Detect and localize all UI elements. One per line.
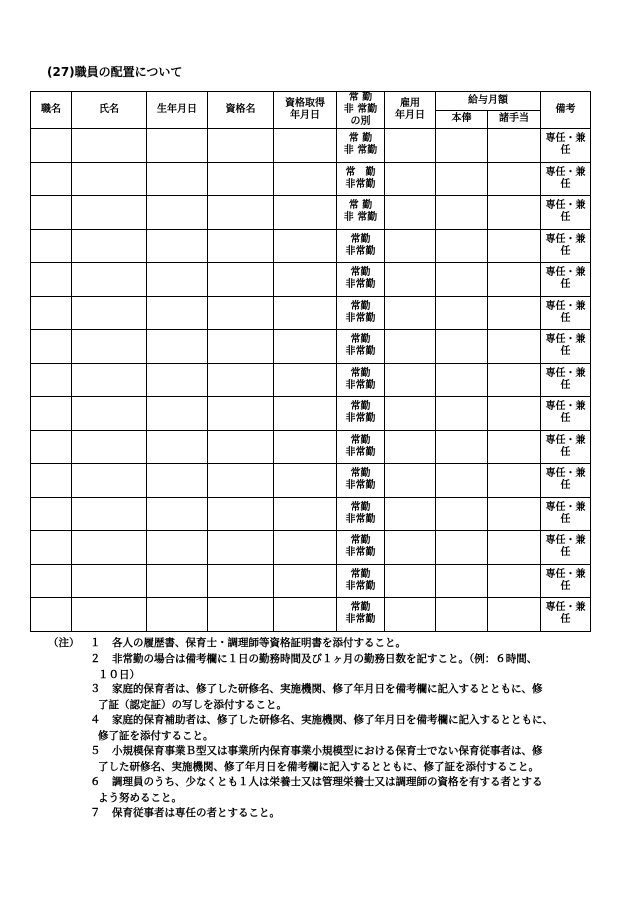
cell-seinengappi[interactable] — [147, 296, 208, 330]
kinmu-option-hijokin: 非常勤 — [345, 245, 376, 257]
cell-shokumei[interactable] — [31, 564, 72, 598]
table-row — [31, 263, 591, 297]
cell-teate[interactable] — [488, 363, 541, 397]
table-row — [31, 129, 591, 163]
cell-teate[interactable] — [488, 162, 541, 196]
table-row — [31, 430, 591, 464]
cell-shikakumei[interactable] — [208, 296, 274, 330]
cell-shikakumei[interactable] — [208, 531, 274, 565]
cell-shimei[interactable] — [72, 263, 147, 297]
header-kyuyo-getsugaku: 給与月額 — [436, 92, 541, 111]
cell-shokumei[interactable] — [31, 196, 72, 230]
cell-koyo[interactable] — [385, 464, 436, 498]
cell-seinengappi[interactable] — [147, 330, 208, 364]
table-row — [31, 330, 591, 364]
cell-shokumei[interactable] — [31, 464, 72, 498]
cell-koyo[interactable] — [385, 263, 436, 297]
table-row — [31, 497, 591, 531]
note-text-line: 小規模保育事業Ｂ型又は事業所内保育事業小規模型における保育士でない保育従事者は、修 — [112, 745, 543, 757]
cell-biko[interactable]: 専任・兼任 — [541, 497, 591, 531]
table-row — [31, 531, 591, 565]
cell-shokumei[interactable] — [31, 229, 72, 263]
note-text-line: １０日） — [98, 668, 140, 681]
cell-shokumei[interactable] — [31, 162, 72, 196]
cell-teate[interactable] — [488, 564, 541, 598]
cell-biko[interactable]: 専任・兼任 — [541, 196, 591, 230]
header-shutoku-line1: 資格取得 — [285, 98, 325, 109]
kinmu-option-jokin: 常勤 — [350, 300, 371, 312]
note-item — [90, 775, 608, 806]
note-text-line: 修了証を添付すること。 — [98, 729, 214, 742]
cell-kinmu-kubun[interactable] — [337, 598, 385, 632]
cell-koyo[interactable] — [385, 196, 436, 230]
cell-shikakumei[interactable] — [208, 263, 274, 297]
cell-biko[interactable]: 専任・兼任 — [541, 263, 591, 297]
table-row — [31, 363, 591, 397]
cell-shimei[interactable] — [72, 296, 147, 330]
cell-seinengappi[interactable] — [147, 397, 208, 431]
cell-shutoku[interactable] — [274, 363, 337, 397]
cell-kinmu-kubun[interactable] — [337, 363, 385, 397]
cell-seinengappi[interactable] — [147, 531, 208, 565]
cell-honpo[interactable] — [436, 397, 488, 431]
cell-teate[interactable] — [488, 497, 541, 531]
cell-koyo[interactable] — [385, 564, 436, 598]
cell-seinengappi[interactable] — [147, 497, 208, 531]
cell-shimei[interactable] — [72, 598, 147, 632]
cell-biko[interactable]: 専任・兼任 — [541, 430, 591, 464]
cell-shimei[interactable] — [72, 564, 147, 598]
note-text-line: 了証（認定証）の写しを添付すること。 — [98, 698, 287, 711]
cell-koyo[interactable] — [385, 430, 436, 464]
kinmu-option-hijokin: 非常勤 — [345, 178, 376, 190]
cell-honpo[interactable] — [436, 263, 488, 297]
cell-shutoku[interactable] — [274, 229, 337, 263]
cell-koyo[interactable] — [385, 363, 436, 397]
cell-shokumei[interactable] — [31, 330, 72, 364]
cell-shokumei[interactable] — [31, 363, 72, 397]
header-koyo-line2: 年月日 — [395, 110, 425, 121]
cell-seinengappi[interactable] — [147, 196, 208, 230]
cell-shikakumei[interactable] — [208, 129, 274, 163]
cell-kinmu-kubun[interactable] — [337, 129, 385, 163]
cell-shokumei[interactable] — [31, 296, 72, 330]
cell-teate[interactable] — [488, 129, 541, 163]
cell-honpo[interactable] — [436, 129, 488, 163]
cell-shimei[interactable] — [72, 464, 147, 498]
cell-kinmu-kubun[interactable] — [337, 464, 385, 498]
cell-biko[interactable]: 専任・兼任 — [541, 598, 591, 632]
cell-kinmu-kubun[interactable] — [337, 497, 385, 531]
cell-teate[interactable] — [488, 263, 541, 297]
note-text-line: 保育従事者は専任の者とすること。 — [112, 807, 280, 819]
cell-kinmu-kubun[interactable] — [337, 263, 385, 297]
cell-shikakumei[interactable] — [208, 363, 274, 397]
cell-biko[interactable]: 専任・兼任 — [541, 162, 591, 196]
note-item — [90, 713, 608, 744]
cell-seinengappi[interactable] — [147, 564, 208, 598]
cell-shimei[interactable] — [72, 363, 147, 397]
cell-honpo[interactable] — [436, 564, 488, 598]
cell-koyo[interactable] — [385, 229, 436, 263]
cell-seinengappi[interactable] — [147, 129, 208, 163]
header-kinmu-line2: 非 常勤 — [343, 104, 378, 115]
kinmu-option-jokin: 常勤 — [350, 602, 371, 614]
note-number: ５ — [90, 745, 101, 757]
cell-seinengappi[interactable] — [147, 598, 208, 632]
cell-koyo[interactable] — [385, 296, 436, 330]
cell-seinengappi[interactable] — [147, 363, 208, 397]
kinmu-option-jokin: 常勤 — [350, 568, 371, 580]
table-row — [31, 564, 591, 598]
note-item — [90, 744, 608, 775]
cell-shutoku[interactable] — [274, 196, 337, 230]
header-teate: 諸手当 — [488, 110, 541, 129]
section-title: (27)職員の配置について — [47, 65, 183, 79]
cell-shikakumei[interactable] — [208, 162, 274, 196]
cell-seinengappi[interactable] — [147, 263, 208, 297]
kinmu-option-hijokin: 非常勤 — [345, 312, 376, 324]
cell-kinmu-kubun[interactable] — [337, 330, 385, 364]
cell-shikakumei[interactable] — [208, 497, 274, 531]
cell-koyo[interactable] — [385, 129, 436, 163]
note-number: ４ — [90, 714, 101, 726]
header-kinmu-line3: の別 — [350, 116, 371, 127]
notes-heading: （注） — [48, 637, 80, 649]
cell-shimei[interactable] — [72, 430, 147, 464]
cell-teate[interactable] — [488, 531, 541, 565]
table-row — [31, 296, 591, 330]
note-item — [90, 806, 608, 822]
table-row — [31, 196, 591, 230]
kinmu-option-hijokin: 非 常勤 — [343, 212, 378, 224]
kinmu-option-hijokin: 非常勤 — [345, 379, 376, 391]
cell-koyo[interactable] — [385, 397, 436, 431]
kinmu-option-hijokin: 非常勤 — [345, 279, 376, 291]
cell-honpo[interactable] — [436, 497, 488, 531]
kinmu-option-hijokin: 非常勤 — [345, 513, 376, 525]
cell-biko[interactable]: 専任・兼任 — [541, 129, 591, 163]
cell-shikakumei[interactable] — [208, 564, 274, 598]
note-text-line: 調理員のうち、少なくとも１人は栄養士又は管理栄養士又は調理師の資格を有する者とする — [112, 776, 543, 788]
cell-shokumei[interactable] — [31, 430, 72, 464]
header-row-1 — [31, 92, 591, 111]
header-kinmu-kubun — [337, 92, 385, 129]
cell-honpo[interactable] — [436, 363, 488, 397]
cell-biko[interactable]: 専任・兼任 — [541, 464, 591, 498]
cell-shimei[interactable] — [72, 162, 147, 196]
note-number: ６ — [90, 776, 101, 788]
cell-shutoku[interactable] — [274, 397, 337, 431]
note-text-line: よう努めること。 — [98, 791, 182, 804]
note-item — [90, 652, 608, 683]
cell-shikakumei[interactable] — [208, 397, 274, 431]
cell-shikakumei[interactable] — [208, 196, 274, 230]
cell-shutoku[interactable] — [274, 497, 337, 531]
cell-shimei[interactable] — [72, 330, 147, 364]
staff-table-body — [31, 129, 591, 632]
note-item — [90, 682, 608, 713]
note-number: １ — [90, 637, 101, 649]
cell-shimei[interactable] — [72, 497, 147, 531]
kinmu-option-jokin: 常勤 — [350, 468, 371, 480]
cell-shokumei[interactable] — [31, 263, 72, 297]
cell-shokumei[interactable] — [31, 129, 72, 163]
cell-kinmu-kubun[interactable] — [337, 229, 385, 263]
cell-shikakumei[interactable] — [208, 430, 274, 464]
cell-shokumei[interactable] — [31, 497, 72, 531]
cell-shikakumei[interactable] — [208, 330, 274, 364]
cell-kinmu-kubun[interactable] — [337, 196, 385, 230]
cell-biko[interactable]: 専任・兼任 — [541, 330, 591, 364]
header-koyo-line1: 雇用 — [400, 98, 420, 109]
cell-teate[interactable] — [488, 397, 541, 431]
kinmu-option-jokin: 常 勤 — [348, 133, 373, 145]
header-honpo: 本俸 — [436, 110, 488, 129]
kinmu-option-hijokin: 非常勤 — [345, 480, 376, 492]
cell-shikakumei[interactable] — [208, 464, 274, 498]
cell-shutoku[interactable] — [274, 330, 337, 364]
cell-honpo[interactable] — [436, 598, 488, 632]
header-shimei: 氏名 — [72, 92, 147, 129]
cell-shutoku[interactable] — [274, 531, 337, 565]
table-row — [31, 598, 591, 632]
cell-koyo[interactable] — [385, 330, 436, 364]
cell-seinengappi[interactable] — [147, 464, 208, 498]
cell-shutoku[interactable] — [274, 564, 337, 598]
cell-kinmu-kubun[interactable] — [337, 162, 385, 196]
note-text-line: 非常勤の場合は備考欄に１日の勤務時間及び１ヶ月の勤務日数を記すこと。（例：６時間、 — [112, 653, 538, 665]
kinmu-option-jokin: 常勤 — [350, 535, 371, 547]
cell-teate[interactable] — [488, 330, 541, 364]
kinmu-option-hijokin: 非常勤 — [345, 446, 376, 458]
cell-shokumei[interactable] — [31, 531, 72, 565]
cell-shikakumei[interactable] — [208, 598, 274, 632]
note-text-line: 家庭的保育者は、修了した研修名、実施機関、修了年月日を備考欄に記入するとともに、修 — [112, 683, 543, 695]
cell-koyo[interactable] — [385, 162, 436, 196]
cell-kinmu-kubun[interactable] — [337, 397, 385, 431]
cell-kinmu-kubun[interactable] — [337, 430, 385, 464]
kinmu-option-hijokin: 非常勤 — [345, 580, 376, 592]
cell-shimei[interactable] — [72, 229, 147, 263]
cell-shimei[interactable] — [72, 196, 147, 230]
cell-honpo[interactable] — [436, 531, 488, 565]
cell-teate[interactable] — [488, 430, 541, 464]
cell-biko[interactable]: 専任・兼任 — [541, 296, 591, 330]
note-text-line: 了した研修名、実施機関、修了年月日を備考欄に記入するとともに、修了証を添付すること。 — [98, 760, 539, 773]
kinmu-option-jokin: 常勤 — [350, 434, 371, 446]
header-shutoku-line2: 年月日 — [290, 110, 320, 121]
cell-koyo[interactable] — [385, 497, 436, 531]
kinmu-option-jokin: 常 勤 — [348, 200, 373, 212]
table-row — [31, 229, 591, 263]
kinmu-option-hijokin: 非常勤 — [345, 413, 376, 425]
cell-teate[interactable] — [488, 598, 541, 632]
cell-biko[interactable]: 専任・兼任 — [541, 229, 591, 263]
cell-honpo[interactable] — [436, 196, 488, 230]
cell-biko[interactable]: 専任・兼任 — [541, 531, 591, 565]
kinmu-option-jokin: 常勤 — [350, 367, 371, 379]
kinmu-option-jokin: 常勤 — [350, 267, 371, 279]
cell-shokumei[interactable] — [31, 397, 72, 431]
table-row — [31, 162, 591, 196]
cell-biko[interactable]: 専任・兼任 — [541, 564, 591, 598]
cell-shutoku[interactable] — [274, 129, 337, 163]
note-number: ２ — [90, 653, 101, 665]
cell-teate[interactable] — [488, 196, 541, 230]
cell-shutoku[interactable] — [274, 598, 337, 632]
staff-table — [30, 91, 591, 632]
kinmu-option-jokin: 常勤 — [350, 501, 371, 513]
cell-honpo[interactable] — [436, 464, 488, 498]
cell-shutoku[interactable] — [274, 464, 337, 498]
cell-koyo[interactable] — [385, 531, 436, 565]
cell-kinmu-kubun[interactable] — [337, 531, 385, 565]
table-row — [31, 397, 591, 431]
header-shikaku-shutoku — [274, 92, 337, 129]
cell-kinmu-kubun[interactable] — [337, 296, 385, 330]
cell-honpo[interactable] — [436, 229, 488, 263]
kinmu-option-jokin: 常勤 — [350, 334, 371, 346]
cell-shokumei[interactable] — [31, 598, 72, 632]
cell-shutoku[interactable] — [274, 430, 337, 464]
cell-biko[interactable]: 専任・兼任 — [541, 397, 591, 431]
cell-biko[interactable]: 専任・兼任 — [541, 363, 591, 397]
cell-honpo[interactable] — [436, 330, 488, 364]
kinmu-option-hijokin: 非 常勤 — [343, 145, 378, 157]
cell-shimei[interactable] — [72, 129, 147, 163]
kinmu-option-hijokin: 非常勤 — [345, 614, 376, 626]
header-seinengappi: 生年月日 — [147, 92, 208, 129]
header-shokumei: 職名 — [31, 92, 72, 129]
cell-shimei[interactable] — [72, 397, 147, 431]
cell-teate[interactable] — [488, 229, 541, 263]
cell-seinengappi[interactable] — [147, 162, 208, 196]
header-koyo — [385, 92, 436, 129]
cell-teate[interactable] — [488, 296, 541, 330]
cell-shikakumei[interactable] — [208, 229, 274, 263]
cell-shutoku[interactable] — [274, 263, 337, 297]
cell-honpo[interactable] — [436, 162, 488, 196]
cell-shutoku[interactable] — [274, 162, 337, 196]
cell-kinmu-kubun[interactable] — [337, 564, 385, 598]
header-kinmu-line1: 常 勤 — [348, 92, 373, 103]
kinmu-option-jokin: 常勤 — [350, 233, 371, 245]
cell-honpo[interactable] — [436, 430, 488, 464]
note-number: ７ — [90, 807, 101, 819]
header-biko: 備考 — [541, 92, 591, 129]
cell-honpo[interactable] — [436, 296, 488, 330]
kinmu-option-hijokin: 非常勤 — [345, 547, 376, 559]
kinmu-option-hijokin: 非常勤 — [345, 346, 376, 358]
cell-seinengappi[interactable] — [147, 229, 208, 263]
cell-koyo[interactable] — [385, 598, 436, 632]
cell-shimei[interactable] — [72, 531, 147, 565]
note-text-line: 家庭的保育補助者は、修了した研修名、実施機関、修了年月日を備考欄に記入するとともに、 — [112, 714, 553, 726]
cell-teate[interactable] — [488, 464, 541, 498]
cell-seinengappi[interactable] — [147, 430, 208, 464]
note-item — [90, 636, 608, 652]
note-text-line: 各人の履歴書、保育士・調理師等資格証明書を添付すること。 — [112, 637, 406, 649]
kinmu-option-jokin: 常 勤 — [345, 166, 376, 178]
table-row — [31, 464, 591, 498]
cell-shutoku[interactable] — [274, 296, 337, 330]
kinmu-option-jokin: 常勤 — [350, 401, 371, 413]
header-shikakumei: 資格名 — [208, 92, 274, 129]
note-number: ３ — [90, 683, 101, 695]
